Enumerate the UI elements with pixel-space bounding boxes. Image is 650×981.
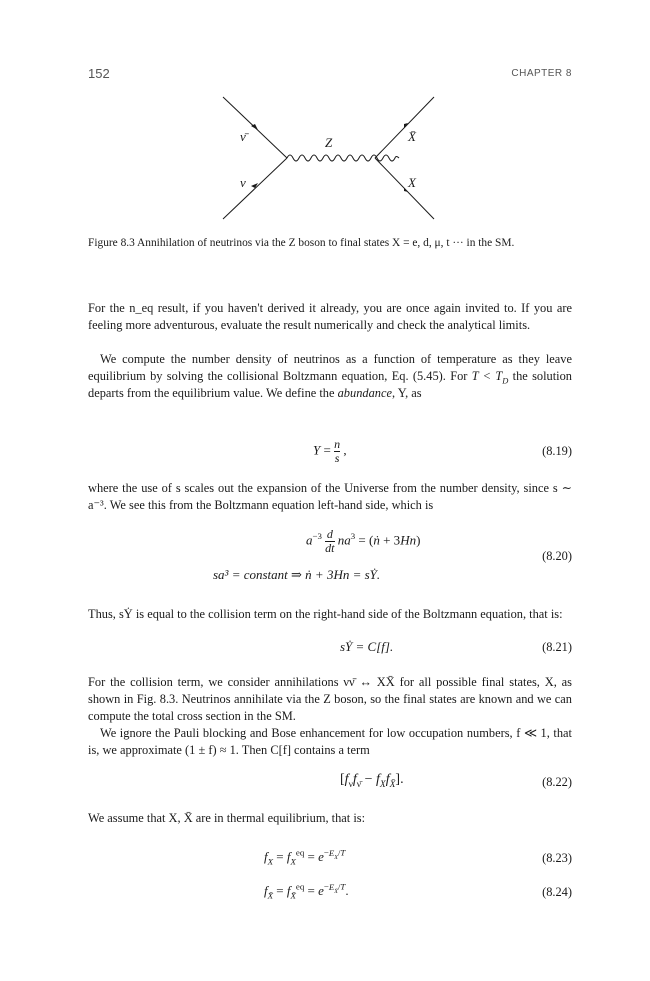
equation-8-22 [88, 772, 572, 794]
figure-caption [88, 235, 572, 252]
label-antiX: X̄ [408, 129, 416, 144]
incoming-neutrino-line [223, 158, 287, 219]
paragraph-2 [88, 351, 572, 402]
paragraph-4 [88, 606, 572, 623]
label-z-boson: Z [325, 135, 333, 150]
paragraph-2-part-c: , Y, as [391, 386, 422, 400]
paragraph-2-part-a: We compute the number density of neutrinos as a function of temperature as they leave equilibrium by solving the collisional Boltzmann equation, Eq. (5.45). For [88, 352, 572, 383]
paragraph-6-text: We ignore the Pauli blocking and Bose enhancement for low occupation numbers, f ≪ 1, that is, we approximate (1 ± f) ≈ 1. Then C[f] contains a term [88, 726, 572, 757]
paragraph-7 [88, 810, 572, 827]
equation-8-20 [88, 525, 572, 587]
equation-8-20-line-1: $a^{-3}$ $\frac{d}{dt}$ $na^3$ = (ṅ + 3Hn) [306, 527, 421, 555]
feynman-diagram-svg [220, 95, 442, 221]
equation-8-22-expr: $[f_\nu f_{\nū} - f_Xf_{X̄}]$. [340, 772, 404, 790]
label-neutrino: ν [240, 175, 246, 190]
feynman-diagram [220, 95, 442, 221]
figure-caption-text: Annihilation of neutrinos via the Z boson to final states X = e, d, μ, t ··· in the SM. [137, 237, 515, 249]
paragraph-1 [88, 300, 572, 334]
equation-8-23-number: (8.23) [542, 851, 572, 865]
chapter-title: CHAPTER 8 [511, 68, 572, 79]
equation-8-20-number: (8.20) [542, 549, 572, 563]
paragraph-7-text: We assume that X, X̄ are in thermal equilibrium, that is: [88, 811, 366, 825]
equation-8-19 [88, 436, 572, 470]
equation-8-23-expr: $f_X = f_X^{eq} = e^{-E_X/T}$ [264, 847, 346, 867]
paragraph-5 [88, 674, 572, 725]
equation-8-19-expr: Y = $\frac{n}{s}$ , [313, 437, 347, 465]
page-number: 152 [88, 66, 110, 81]
z-boson-propagator [287, 155, 399, 161]
equation-8-21-number: (8.21) [542, 640, 572, 654]
equation-8-23 [88, 845, 572, 871]
label-antineutrino: ν̄ [240, 129, 246, 144]
paragraph-3-text: where the use of s scales out the expansion of the Universe from the number density, since s ∼ a⁻³. We see this from the Boltzmann equation left-hand side, which is [88, 481, 572, 512]
label-X: X [408, 175, 416, 190]
equation-8-24-expr: $f_{X̄} = f_{X̄}^{eq} = e^{-E_{X̄}/T}$. [264, 881, 349, 901]
equation-8-24 [88, 879, 572, 905]
paragraph-2-part-b: the solution departs from the equilibrium value. We define the [88, 369, 572, 400]
equation-8-22-number: (8.22) [542, 775, 572, 789]
figure-number: Figure 8.3 [88, 237, 135, 249]
paragraph-3 [88, 480, 572, 514]
paragraph-4-text: Thus, sẎ is equal to the collision term on the right-hand side of the Boltzmann equation, that is: [88, 607, 563, 621]
equation-8-24-number: (8.24) [542, 885, 572, 899]
outgoing-antiX-line [375, 97, 434, 158]
paragraph-1-text: For the n_eq result, if you haven't derived it already, you are once again invited to. If you are feeling more adventurous, evaluate the result numerically and check the analytical limits. [88, 301, 572, 332]
equation-8-21 [88, 639, 572, 659]
page-header [88, 66, 572, 86]
paragraph-5-text: For the collision term, we consider annihilations νν̄ ↔ XX̄ for all possible final states, X, as shown in Fig. 8.3. Neutrinos annihilate via the Z boson, so the final states are known and we can compute the total cross section in the SM. [88, 675, 572, 723]
equation-8-19-number: (8.19) [542, 444, 572, 458]
equation-8-21-expr: sẎ = C[f]. [340, 639, 394, 654]
inline-math-t-lt-td: $T < T_D$ [471, 369, 509, 386]
abundance-term: abundance [337, 386, 392, 400]
paragraph-6 [88, 725, 572, 759]
paragraph-2-text [88, 351, 572, 402]
equation-8-20-line-2: sa³ = constant ⇒ ṅ + 3Hn = sẎ. [213, 567, 381, 582]
